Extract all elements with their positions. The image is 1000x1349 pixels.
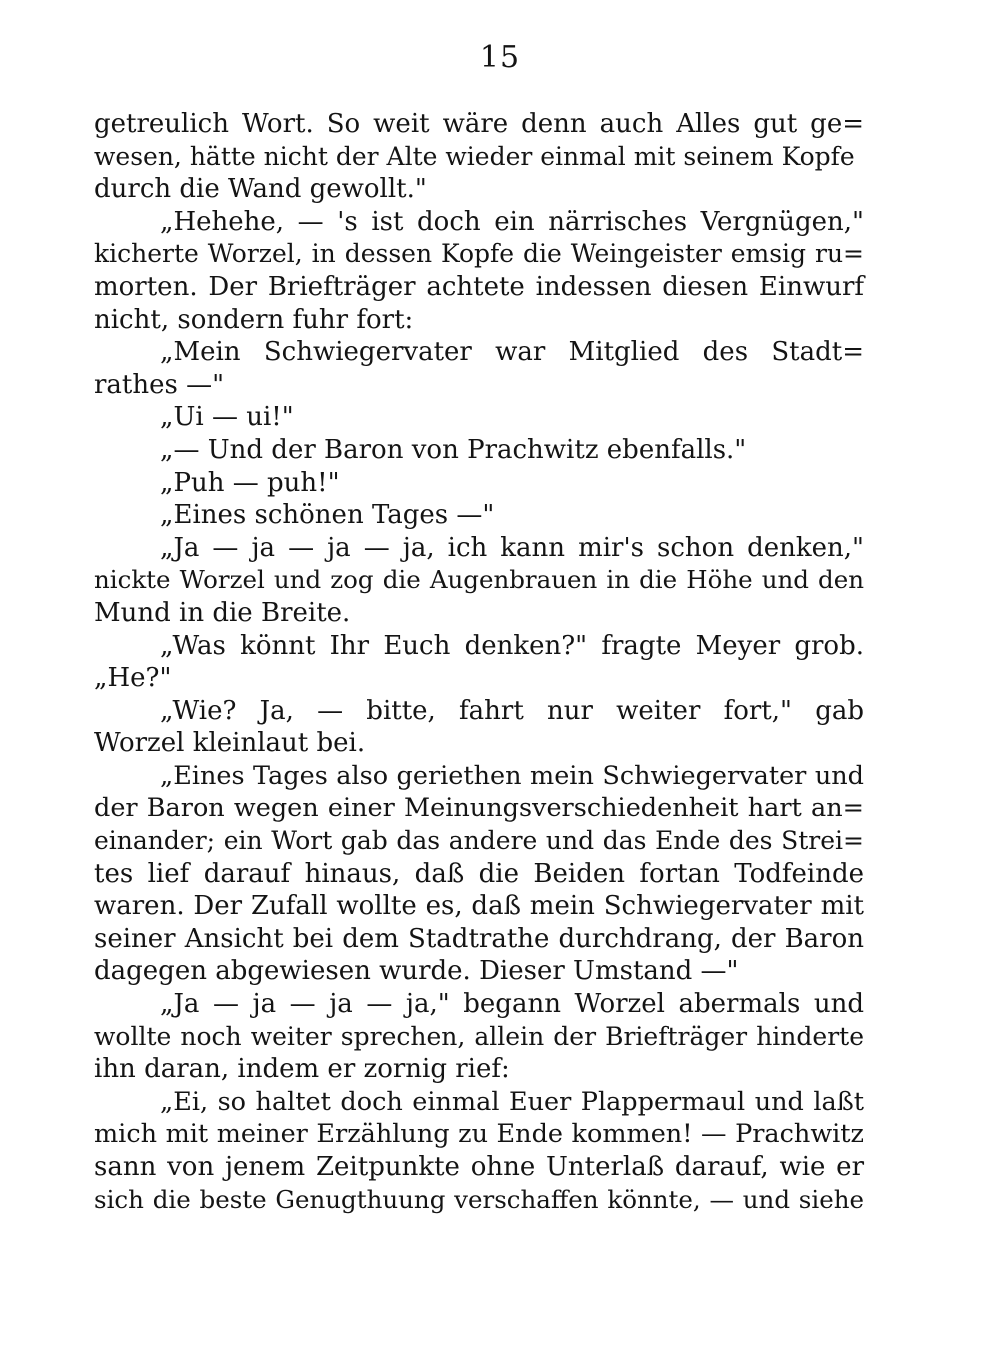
text-line: ihn daran, indem er zornig rief: xyxy=(94,1054,510,1085)
text-line: „Ja — ja — ja — ja," begann Worzel abermals und xyxy=(160,989,864,1020)
text-line: „Puh — puh!" xyxy=(160,467,340,498)
text-line: waren. Der Zufall wollte es, daß mein Schwiegervater mit xyxy=(94,891,864,922)
text-line: „Mein Schwiegervater war Mitglied des Stadt= xyxy=(160,337,864,368)
text-line: „Eines Tages also geriethen mein Schwiegervater und xyxy=(160,760,864,791)
body-text xyxy=(94,108,864,1216)
text-line: wesen, hätte nicht der Alte wieder einmal mit seinem Kopfe xyxy=(94,141,855,171)
page-number: 15 xyxy=(479,40,521,75)
text-line: sich die beste Genugthuung verschaffen könnte, — und siehe xyxy=(94,1184,864,1214)
text-line: dagegen abgewiesen wurde. Dieser Umstand —" xyxy=(94,956,739,987)
text-line: Worzel kleinlaut bei. xyxy=(94,728,366,759)
text-line: „Was könnt Ihr Euch denken?" fragte Meyer grob. xyxy=(160,630,864,661)
text-line: „He?" xyxy=(94,663,172,694)
text-line: nickte Worzel und zog die Augenbrauen in die Höhe und den xyxy=(94,565,864,595)
text-line: „Eines schönen Tages —" xyxy=(160,500,495,531)
text-line: tes lief darauf hinaus, daß die Beiden fortan Todfeinde xyxy=(94,858,864,889)
text-line: der Baron wegen einer Meinungsverschiedenheit hart an= xyxy=(94,793,864,824)
text-line: sann von jenem Zeitpunkte ohne Unterlaß darauf, wie er xyxy=(94,1152,864,1182)
text-line: „Ja — ja — ja — ja, ich kann mir's schon denken," xyxy=(160,532,864,563)
text-line: „Ei, so haltet doch einmal Euer Plappermaul und laßt xyxy=(160,1086,864,1117)
text-line: rathes —" xyxy=(94,369,225,400)
text-line: „Wie? Ja, — bitte, fahrt nur weiter fort," gab xyxy=(160,695,864,726)
text-line: morten. Der Briefträger achtete indessen diesen Einwurf xyxy=(94,271,864,302)
text-line: mich mit meiner Erzählung zu Ende kommen! — Prachwitz xyxy=(94,1119,864,1150)
text-line: „Ui — ui!" xyxy=(160,402,294,433)
text-line: Mund in die Breite. xyxy=(94,597,351,628)
text-line: wollte noch weiter sprechen, allein der Briefträger hinderte xyxy=(94,1021,864,1051)
text-line: nicht, sondern fuhr fort: xyxy=(94,304,414,335)
text-line: seiner Ansicht bei dem Stadtrathe durchdrang, der Baron xyxy=(94,923,864,954)
text-line: „— Und der Baron von Prachwitz ebenfalls." xyxy=(160,434,747,465)
text-line: kicherte Worzel, in dessen Kopfe die Weingeister emsig ru= xyxy=(94,239,864,269)
text-line: „Hehehe, — 's ist doch ein närrisches Vergnügen," xyxy=(160,206,864,237)
text-line: durch die Wand gewollt." xyxy=(94,174,427,205)
text-line: getreulich Wort. So weit wäre denn auch Alles gut ge= xyxy=(94,109,864,139)
text-line: einander; ein Wort gab das andere und das Ende des Strei= xyxy=(94,826,864,856)
